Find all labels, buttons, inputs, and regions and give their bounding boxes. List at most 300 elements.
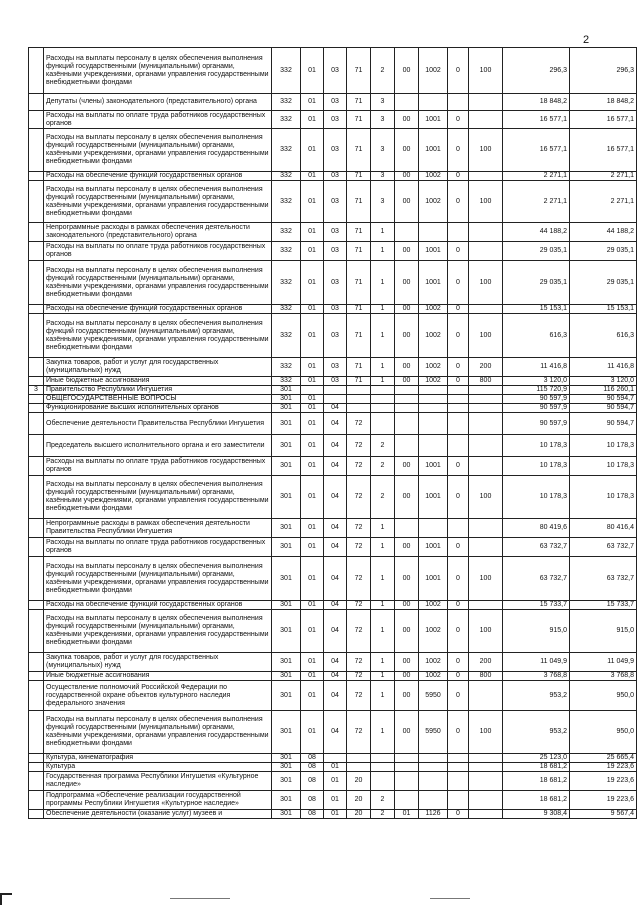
code-cell [347, 754, 371, 763]
code-cell: 72 [347, 653, 371, 672]
code-cell [395, 791, 419, 810]
code-cell [324, 395, 347, 404]
code-cell: 100 [469, 261, 503, 305]
table-row [29, 653, 637, 672]
table-row [29, 172, 637, 181]
code-cell: 72 [347, 538, 371, 557]
amount-cell: 2 271,1 [570, 181, 637, 223]
amount-cell: 3 120,0 [503, 377, 570, 386]
code-cell [419, 404, 448, 413]
amount-cell: 11 416,8 [570, 358, 637, 377]
code-cell: 00 [395, 601, 419, 610]
code-cell: 00 [395, 261, 419, 305]
code-cell: 800 [469, 672, 503, 681]
code-cell [395, 413, 419, 435]
amount-cell: 18 681,2 [503, 763, 570, 772]
code-cell: 0 [448, 476, 469, 519]
code-cell: 301 [272, 395, 301, 404]
code-cell: 03 [324, 223, 347, 242]
code-cell: 01 [324, 810, 347, 819]
amount-cell: 25 665,4 [570, 754, 637, 763]
row-number-cell [29, 672, 44, 681]
amount-cell: 950,0 [570, 711, 637, 754]
code-cell [469, 242, 503, 261]
code-cell: 0 [448, 672, 469, 681]
amount-cell: 2 271,1 [570, 172, 637, 181]
row-number-cell [29, 557, 44, 601]
code-cell: 71 [347, 94, 371, 111]
row-name-cell: Расходы на выплаты по оплате труда работников государственных органов [44, 242, 272, 261]
code-cell: 332 [272, 261, 301, 305]
row-number-cell [29, 172, 44, 181]
code-cell: 1 [371, 305, 395, 314]
code-cell: 0 [448, 601, 469, 610]
code-cell: 1 [371, 711, 395, 754]
table-row [29, 791, 637, 810]
amount-cell: 16 577,1 [570, 111, 637, 129]
code-cell [395, 223, 419, 242]
code-cell: 301 [272, 435, 301, 457]
code-cell: 72 [347, 413, 371, 435]
amount-cell: 19 223,6 [570, 772, 637, 791]
row-name-cell: Функционирование высших исполнительных органов [44, 404, 272, 413]
amount-cell: 29 035,1 [503, 261, 570, 305]
row-name-cell: Расходы на выплаты персоналу в целях обеспечения выполнения функций государственными (муниципальными) органами, казёнными учреждениями, органами управления государственными внебюджетными фондами [44, 129, 272, 172]
code-cell [395, 519, 419, 538]
corner-mark [0, 893, 12, 905]
code-cell: 1 [371, 557, 395, 601]
code-cell: 1 [371, 681, 395, 711]
row-number-cell [29, 48, 44, 94]
row-name-cell: Расходы на выплаты по оплате труда работников государственных органов [44, 111, 272, 129]
table-row [29, 242, 637, 261]
code-cell: 0 [448, 457, 469, 476]
code-cell: 332 [272, 111, 301, 129]
code-cell: 01 [301, 377, 324, 386]
row-name-cell: Осуществление полномочий Российской Федерации по государственной охране объектов культурного наследия федерального значения [44, 681, 272, 711]
table-row [29, 181, 637, 223]
code-cell: 200 [469, 653, 503, 672]
row-number-cell [29, 111, 44, 129]
table-row [29, 223, 637, 242]
code-cell [395, 772, 419, 791]
code-cell: 04 [324, 653, 347, 672]
amount-cell: 115 720,9 [503, 386, 570, 395]
code-cell: 03 [324, 242, 347, 261]
code-cell: 00 [395, 610, 419, 653]
amount-cell: 90 597,9 [503, 404, 570, 413]
table-row [29, 538, 637, 557]
table-row [29, 810, 637, 819]
amount-cell: 90 594,7 [570, 413, 637, 435]
code-cell [448, 413, 469, 435]
page-number: 2 [583, 34, 590, 46]
amount-cell: 296,3 [503, 48, 570, 94]
code-cell: 03 [324, 358, 347, 377]
code-cell: 332 [272, 242, 301, 261]
table-row [29, 519, 637, 538]
code-cell: 01 [301, 672, 324, 681]
row-number-cell [29, 791, 44, 810]
row-number-cell [29, 435, 44, 457]
row-name-cell: Депутаты (члены) законодательного (представительного) органа [44, 94, 272, 111]
code-cell: 00 [395, 242, 419, 261]
code-cell: 1001 [419, 476, 448, 519]
code-cell: 800 [469, 377, 503, 386]
code-cell: 08 [301, 763, 324, 772]
code-cell: 0 [448, 557, 469, 601]
table-row [29, 763, 637, 772]
code-cell [469, 681, 503, 711]
code-cell [371, 404, 395, 413]
amount-cell: 10 178,3 [570, 476, 637, 519]
table-row [29, 457, 637, 476]
code-cell [371, 763, 395, 772]
amount-cell: 29 035,1 [570, 261, 637, 305]
row-name-cell: Непрограммные расходы в рамках обеспечения деятельности Правительства Республики Ингушетия [44, 519, 272, 538]
amount-cell: 44 188,2 [503, 223, 570, 242]
code-cell: 2 [371, 457, 395, 476]
code-cell: 72 [347, 610, 371, 653]
code-cell: 01 [301, 457, 324, 476]
code-cell: 1 [371, 672, 395, 681]
amount-cell: 915,0 [570, 610, 637, 653]
code-cell: 0 [448, 538, 469, 557]
code-cell [469, 763, 503, 772]
code-cell [448, 223, 469, 242]
amount-cell: 80 419,6 [503, 519, 570, 538]
code-cell [469, 111, 503, 129]
code-cell [371, 395, 395, 404]
code-cell [324, 754, 347, 763]
code-cell: 04 [324, 538, 347, 557]
code-cell: 0 [448, 111, 469, 129]
amount-cell: 63 732,7 [570, 557, 637, 601]
code-cell [448, 772, 469, 791]
code-cell: 03 [324, 181, 347, 223]
row-number-cell [29, 413, 44, 435]
code-cell [469, 395, 503, 404]
code-cell: 01 [301, 601, 324, 610]
code-cell: 3 [371, 111, 395, 129]
code-cell: 0 [448, 172, 469, 181]
code-cell: 0 [448, 314, 469, 358]
code-cell [395, 94, 419, 111]
row-name-cell: Культура, кинематография [44, 754, 272, 763]
code-cell: 2 [371, 435, 395, 457]
code-cell: 1 [371, 538, 395, 557]
code-cell: 08 [301, 791, 324, 810]
code-cell: 72 [347, 557, 371, 601]
code-cell: 0 [448, 711, 469, 754]
row-number-cell [29, 358, 44, 377]
code-cell [419, 413, 448, 435]
code-cell: 71 [347, 377, 371, 386]
amount-cell: 116 260,1 [570, 386, 637, 395]
code-cell [419, 772, 448, 791]
code-cell: 71 [347, 172, 371, 181]
code-cell: 1 [371, 223, 395, 242]
amount-cell: 10 178,3 [570, 457, 637, 476]
row-number-cell [29, 314, 44, 358]
code-cell: 301 [272, 653, 301, 672]
amount-cell: 18 848,2 [570, 94, 637, 111]
code-cell: 332 [272, 305, 301, 314]
code-cell: 04 [324, 557, 347, 601]
code-cell: 04 [324, 519, 347, 538]
code-cell: 20 [347, 772, 371, 791]
row-number-cell [29, 763, 44, 772]
table-row [29, 94, 637, 111]
code-cell: 72 [347, 435, 371, 457]
code-cell: 301 [272, 404, 301, 413]
code-cell: 1002 [419, 653, 448, 672]
code-cell: 01 [301, 111, 324, 129]
code-cell [395, 763, 419, 772]
code-cell: 03 [324, 94, 347, 111]
code-cell: 332 [272, 94, 301, 111]
code-cell: 0 [448, 305, 469, 314]
row-number-cell [29, 261, 44, 305]
table-row [29, 386, 637, 395]
code-cell [469, 386, 503, 395]
code-cell: 01 [301, 557, 324, 601]
row-number-cell [29, 754, 44, 763]
table-row [29, 395, 637, 404]
code-cell: 08 [301, 772, 324, 791]
code-cell: 2 [371, 791, 395, 810]
row-name-cell: Расходы на выплаты персоналу в целях обеспечения выполнения функций государственными (муниципальными) органами, казёнными учреждениями, органами управления государственными внебюджетными фондами [44, 181, 272, 223]
code-cell: 04 [324, 435, 347, 457]
amount-cell: 18 848,2 [503, 94, 570, 111]
code-cell: 01 [301, 181, 324, 223]
code-cell [371, 754, 395, 763]
code-cell: 72 [347, 711, 371, 754]
code-cell: 01 [301, 242, 324, 261]
code-cell: 301 [272, 810, 301, 819]
code-cell: 0 [448, 610, 469, 653]
row-number-cell [29, 538, 44, 557]
code-cell: 01 [301, 172, 324, 181]
code-cell: 1001 [419, 261, 448, 305]
row-name-cell: Подпрограмма «Обеспечение реализации государственной программы Республики Ингушетия «Культурное наследие» [44, 791, 272, 810]
code-cell: 301 [272, 772, 301, 791]
table-row [29, 681, 637, 711]
code-cell: 332 [272, 377, 301, 386]
code-cell: 71 [347, 223, 371, 242]
row-number-cell [29, 681, 44, 711]
code-cell: 00 [395, 314, 419, 358]
row-name-cell: Правительство Республики Ингушетия [44, 386, 272, 395]
code-cell [469, 601, 503, 610]
code-cell: 00 [395, 111, 419, 129]
amount-cell: 15 733,7 [570, 601, 637, 610]
table-row [29, 754, 637, 763]
amount-cell: 44 188,2 [570, 223, 637, 242]
row-number-cell: 3 [29, 386, 44, 395]
code-cell: 01 [301, 358, 324, 377]
table-row [29, 610, 637, 653]
code-cell: 100 [469, 181, 503, 223]
code-cell: 08 [301, 810, 324, 819]
table-row [29, 305, 637, 314]
amount-cell: 15 153,1 [503, 305, 570, 314]
amount-cell: 63 732,7 [503, 538, 570, 557]
amount-cell: 953,2 [503, 681, 570, 711]
row-name-cell: Иные бюджетные ассигнования [44, 672, 272, 681]
code-cell: 04 [324, 404, 347, 413]
bottom-dash [170, 898, 230, 899]
amount-cell: 90 597,9 [503, 395, 570, 404]
code-cell: 332 [272, 358, 301, 377]
code-cell [419, 395, 448, 404]
code-cell [419, 94, 448, 111]
code-cell: 01 [301, 395, 324, 404]
code-cell [448, 754, 469, 763]
code-cell: 0 [448, 653, 469, 672]
row-name-cell: Культура [44, 763, 272, 772]
code-cell [419, 223, 448, 242]
code-cell: 01 [301, 476, 324, 519]
code-cell: 1002 [419, 377, 448, 386]
code-cell: 01 [301, 610, 324, 653]
row-number-cell [29, 457, 44, 476]
row-number-cell [29, 810, 44, 819]
row-name-cell: Расходы на выплаты персоналу в целях обеспечения выполнения функций государственными (муниципальными) органами, казёнными учреждениями, органами управления государственными внебюджетными фондами [44, 610, 272, 653]
table-row [29, 557, 637, 601]
code-cell: 00 [395, 711, 419, 754]
code-cell: 01 [301, 305, 324, 314]
code-cell: 3 [371, 172, 395, 181]
code-cell: 1002 [419, 601, 448, 610]
code-cell: 00 [395, 181, 419, 223]
amount-cell: 16 577,1 [503, 129, 570, 172]
code-cell: 72 [347, 476, 371, 519]
amount-cell: 29 035,1 [503, 242, 570, 261]
amount-cell: 18 681,2 [503, 772, 570, 791]
code-cell: 72 [347, 681, 371, 711]
code-cell [448, 94, 469, 111]
code-cell [469, 519, 503, 538]
row-number-cell [29, 653, 44, 672]
code-cell [419, 386, 448, 395]
table-row [29, 711, 637, 754]
amount-cell: 953,2 [503, 711, 570, 754]
amount-cell: 950,0 [570, 681, 637, 711]
code-cell: 100 [469, 610, 503, 653]
row-name-cell: Обеспечение деятельности Правительства Республики Ингушетия [44, 413, 272, 435]
code-cell [395, 754, 419, 763]
code-cell: 0 [448, 681, 469, 711]
code-cell: 2 [371, 48, 395, 94]
code-cell: 301 [272, 763, 301, 772]
amount-cell: 616,3 [503, 314, 570, 358]
code-cell [448, 519, 469, 538]
code-cell: 200 [469, 358, 503, 377]
code-cell: 0 [448, 242, 469, 261]
code-cell: 1126 [419, 810, 448, 819]
code-cell: 71 [347, 358, 371, 377]
code-cell: 1001 [419, 129, 448, 172]
amount-cell: 9 567,4 [570, 810, 637, 819]
amount-cell: 296,3 [570, 48, 637, 94]
code-cell: 0 [448, 377, 469, 386]
code-cell [324, 386, 347, 395]
code-cell: 301 [272, 413, 301, 435]
code-cell [469, 772, 503, 791]
table-row [29, 358, 637, 377]
code-cell: 01 [301, 223, 324, 242]
code-cell: 04 [324, 476, 347, 519]
code-cell: 2 [371, 476, 395, 519]
amount-cell: 90 594,7 [570, 395, 637, 404]
code-cell: 1002 [419, 181, 448, 223]
code-cell: 00 [395, 358, 419, 377]
code-cell: 72 [347, 457, 371, 476]
code-cell [469, 404, 503, 413]
code-cell: 2 [371, 810, 395, 819]
code-cell: 72 [347, 519, 371, 538]
code-cell: 301 [272, 519, 301, 538]
code-cell: 71 [347, 129, 371, 172]
code-cell: 301 [272, 754, 301, 763]
code-cell: 01 [301, 435, 324, 457]
code-cell: 301 [272, 672, 301, 681]
code-cell: 100 [469, 48, 503, 94]
amount-cell: 915,0 [503, 610, 570, 653]
amount-cell: 3 768,8 [503, 672, 570, 681]
code-cell [347, 395, 371, 404]
code-cell: 00 [395, 129, 419, 172]
code-cell [469, 810, 503, 819]
code-cell: 1 [371, 358, 395, 377]
code-cell: 1002 [419, 314, 448, 358]
code-cell: 71 [347, 48, 371, 94]
row-name-cell: Закупка товаров, работ и услуг для государственных (муниципальных) нужд [44, 653, 272, 672]
code-cell [469, 305, 503, 314]
code-cell: 301 [272, 681, 301, 711]
row-name-cell: Расходы на выплаты персоналу в целях обеспечения выполнения функций государственными (муниципальными) органами, казёнными учреждениями, органами управления государственными внебюджетными фондами [44, 261, 272, 305]
code-cell: 01 [301, 538, 324, 557]
code-cell: 72 [347, 672, 371, 681]
code-cell: 100 [469, 557, 503, 601]
code-cell: 1002 [419, 610, 448, 653]
code-cell: 00 [395, 457, 419, 476]
code-cell: 03 [324, 129, 347, 172]
amount-cell: 10 178,3 [503, 435, 570, 457]
row-number-cell [29, 404, 44, 413]
table-row [29, 601, 637, 610]
table-row [29, 672, 637, 681]
code-cell: 1 [371, 261, 395, 305]
row-number-cell [29, 377, 44, 386]
code-cell [371, 772, 395, 791]
code-cell: 301 [272, 711, 301, 754]
row-name-cell: Расходы на выплаты по оплате труда работников государственных органов [44, 457, 272, 476]
code-cell: 00 [395, 305, 419, 314]
code-cell: 71 [347, 305, 371, 314]
row-name-cell: Расходы на обеспечение функций государственных органов [44, 305, 272, 314]
code-cell: 71 [347, 242, 371, 261]
code-cell: 04 [324, 672, 347, 681]
table-row [29, 48, 637, 94]
code-cell: 01 [301, 404, 324, 413]
code-cell: 0 [448, 358, 469, 377]
code-cell: 01 [324, 763, 347, 772]
row-number-cell [29, 519, 44, 538]
code-cell: 00 [395, 538, 419, 557]
code-cell: 1002 [419, 672, 448, 681]
